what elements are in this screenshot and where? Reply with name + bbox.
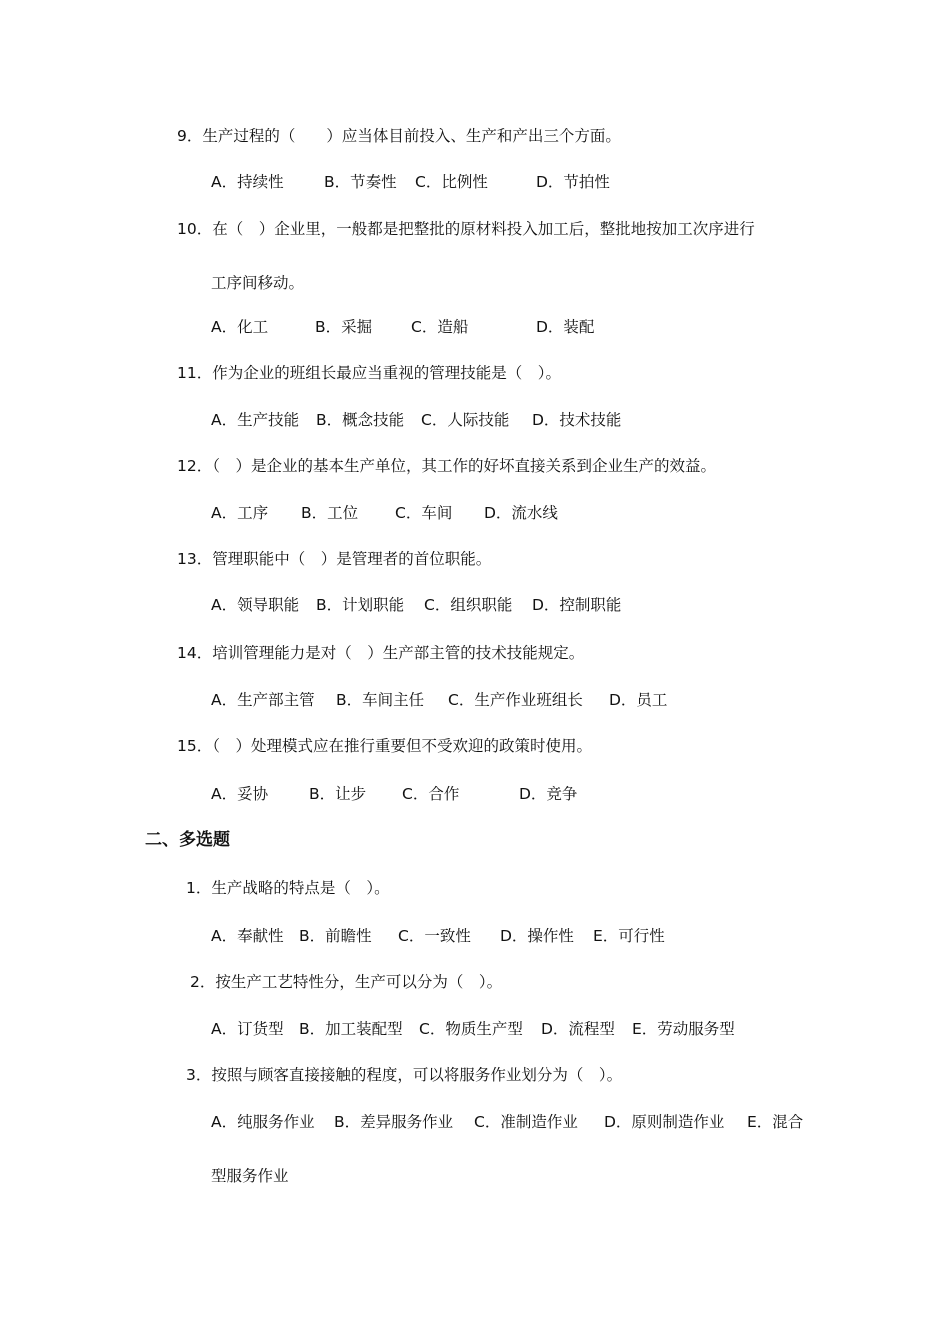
q12-option-d: D．流水线 xyxy=(484,504,558,522)
q15-option-b: B．让步 xyxy=(309,785,367,803)
q9-option-c: C．比例性 xyxy=(415,173,488,191)
section-title-multi-choice: 二、多选题 xyxy=(145,830,230,850)
q9-option-b: B．节奏性 xyxy=(324,173,397,191)
m2-option-a: A．订货型 xyxy=(211,1020,284,1038)
m2-option-d: D．流程型 xyxy=(541,1020,615,1038)
m3-option-d: D．原则制造作业 xyxy=(604,1113,725,1131)
m3-option-e: E．混合 xyxy=(747,1113,804,1131)
q10-stem-line1: 10．在（ ）企业里，一般都是把整批的原材料投入加工后，整批地按加工次序进行 xyxy=(177,220,755,238)
m3-option-c: C．准制造作业 xyxy=(474,1113,578,1131)
m1-option-a: A．奉献性 xyxy=(211,927,284,945)
q12-option-c: C．车间 xyxy=(395,504,453,522)
m1-option-b: B．前瞻性 xyxy=(299,927,372,945)
q15-option-a: A．妥协 xyxy=(211,785,269,803)
m2-stem: 2．按生产工艺特性分，生产可以分为（ ）。 xyxy=(190,973,503,991)
m3-option-e-continuation: 型服务作业 xyxy=(211,1167,289,1185)
q14-option-b: B．车间主任 xyxy=(336,691,425,709)
q9-stem: 9．生产过程的（ ）应当体目前投入、生产和产出三个方面。 xyxy=(177,127,621,145)
q10-stem-line2: 工序间移动。 xyxy=(211,274,305,292)
q14-option-a: A．生产部主管 xyxy=(211,691,315,709)
m1-option-c: C．一致性 xyxy=(398,927,471,945)
q10-option-b: B．采掘 xyxy=(315,318,373,336)
q13-option-d: D．控制职能 xyxy=(532,596,622,614)
m1-option-e: E．可行性 xyxy=(593,927,665,945)
q11-option-b: B．概念技能 xyxy=(316,411,405,429)
q11-option-c: C．人际技能 xyxy=(421,411,510,429)
q10-option-a: A．化工 xyxy=(211,318,269,336)
q14-stem: 14．培训管理能力是对（ ）生产部主管的技术技能规定。 xyxy=(177,644,585,662)
m2-option-e: E．劳动服务型 xyxy=(632,1020,735,1038)
q9-option-a: A．持续性 xyxy=(211,173,284,191)
q12-option-b: B．工位 xyxy=(301,504,359,522)
q15-stem: 15．（ ）处理模式应在推行重要但不受欢迎的政策时使用。 xyxy=(177,737,592,755)
m3-stem: 3．按照与顾客直接接触的程度，可以将服务作业划分为（ ）。 xyxy=(186,1066,623,1084)
q11-option-a: A．生产技能 xyxy=(211,411,300,429)
m1-option-d: D．操作性 xyxy=(500,927,574,945)
q15-option-c: C．合作 xyxy=(402,785,460,803)
q11-stem: 11．作为企业的班组长最应当重视的管理技能是（ ）。 xyxy=(177,364,561,382)
q12-option-a: A．工序 xyxy=(211,504,269,522)
q13-option-c: C．组织职能 xyxy=(424,596,513,614)
q12-stem: 12．（ ）是企业的基本生产单位，其工作的好坏直接关系到企业生产的效益。 xyxy=(177,457,716,475)
m1-stem: 1．生产战略的特点是（ ）。 xyxy=(186,879,390,897)
q10-option-c: C．造船 xyxy=(411,318,469,336)
m2-option-b: B．加工装配型 xyxy=(299,1020,403,1038)
q10-option-d: D．装配 xyxy=(536,318,595,336)
q13-option-a: A．领导职能 xyxy=(211,596,300,614)
q14-option-d: D．员工 xyxy=(609,691,668,709)
q14-option-c: C．生产作业班组长 xyxy=(448,691,583,709)
q13-option-b: B．计划职能 xyxy=(316,596,405,614)
q9-option-d: D．节拍性 xyxy=(536,173,610,191)
m2-option-c: C．物质生产型 xyxy=(419,1020,523,1038)
q11-option-d: D．技术技能 xyxy=(532,411,622,429)
m3-option-b: B．差异服务作业 xyxy=(334,1113,454,1131)
m3-option-a: A．纯服务作业 xyxy=(211,1113,315,1131)
q13-stem: 13．管理职能中（ ）是管理者的首位职能。 xyxy=(177,550,492,568)
q15-option-d: D．竞争 xyxy=(519,785,578,803)
